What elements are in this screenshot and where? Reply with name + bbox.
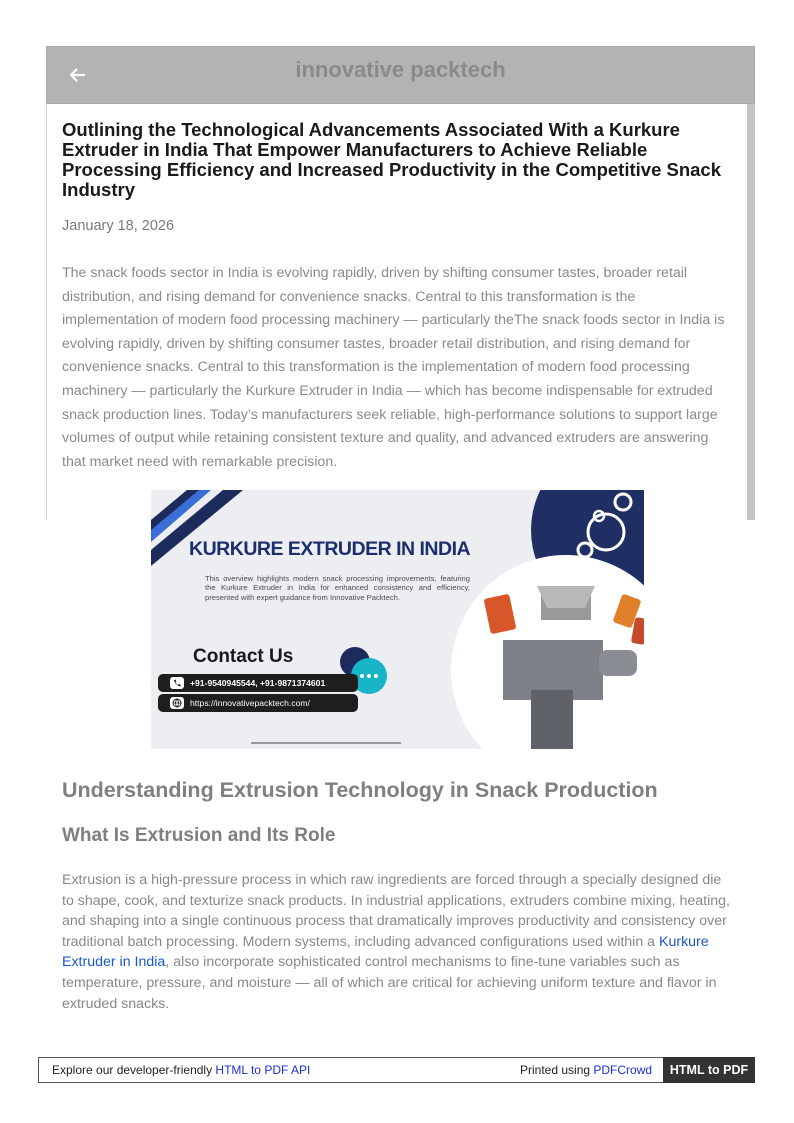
intro-paragraph: The snack foods sector in India is evolving rapidly, driven by shifting consumer tastes, broader retail distribution, and rising demand for convenience snacks. Central to this transformation is the implementation of modern food processing machinery — particularly theThe snack foods sector in India is evolving rapidly, driven by shifting consumer tastes, broader retail distribution, and rising demand for convenience snacks. Central to this transformation is the implementation of modern food processing machinery — particularly the Kurkure Extruder in India — which has become indispensable for extruded snack production lines. Today’s manufacturers seek reliable, high-performance solutions to support large volumes of output while retaining consistent texture and quality, and advanced extruders are answering that market need with remarkable precision. <box>62 265 725 470</box>
post-date: January 18, 2026 <box>62 218 175 234</box>
app-header <box>46 46 755 104</box>
scrollbar[interactable] <box>747 104 755 520</box>
banner-website <box>158 694 358 712</box>
footer-left <box>52 1063 310 1077</box>
body-paragraph <box>62 870 734 1014</box>
html-to-pdf-button[interactable]: HTML to PDF <box>663 1057 755 1083</box>
kurkure-extruder-link[interactable]: Kurkure Extruder in India <box>62 933 709 971</box>
html-to-pdf-api-link[interactable]: HTML to PDF API <box>215 1063 311 1077</box>
banner-phone <box>158 674 358 692</box>
pdfcrowd-footer <box>38 1057 755 1083</box>
section-heading: Understanding Extrusion Technology in Snack Production <box>62 778 658 802</box>
footer-mid-text: Printed using <box>520 1063 594 1077</box>
body-text-after-link: , also incorporate sophisticated control mechanisms to fine-tune variables such as temperature, pressure, and moisture — all of which are critical for achieving uniform texture and flavor in extruded snacks. <box>62 954 717 1012</box>
banner-title: KURKURE EXTRUDER IN INDIA <box>189 538 471 560</box>
arrow-left-icon <box>67 65 87 85</box>
footer-mid <box>520 1063 652 1077</box>
banner-contact-heading: Contact Us <box>193 646 294 667</box>
body-text-before-link: Extrusion is a high-pressure process in which raw ingredients are forced through a specially designed die to shape, cook, and texturize snack products. In industrial applications, extruders combine mixing, heating, and shaping into a single continuous process that dramatically improves productivity and consistency over traditional batch processing. Modern systems, including advanced configurations used within a <box>62 872 730 950</box>
phone-icon <box>170 677 184 689</box>
banner-phone-text: +91-9540945544, +91-9871374601 <box>190 678 326 688</box>
back-button[interactable] <box>63 61 91 89</box>
globe-icon <box>170 697 184 709</box>
banner-description: This overview highlights modern snack processing improvements, featuring the Kurkure Extruder in India for enhanced consistency and efficiency, presented with expert guidance from Innovative Packtech. <box>205 574 470 602</box>
article-frame-left <box>46 104 47 520</box>
pdfcrowd-link[interactable]: PDFCrowd <box>593 1063 653 1077</box>
subsection-heading: What Is Extrusion and Its Role <box>62 825 336 846</box>
banner-website-text: https://innovativepacktech.com/ <box>190 698 310 708</box>
article-banner-image <box>151 490 644 749</box>
footer-left-text: Explore our developer-friendly <box>52 1063 216 1077</box>
site-title: innovative packtech <box>295 57 506 82</box>
article-title: Outlining the Technological Advancements Associated With a Kurkure Extruder in India That Empower Manufacturers to Achieve Reliable Processing Efficiency and Increased Productivity in the Competitive Snack Industry <box>62 119 722 200</box>
